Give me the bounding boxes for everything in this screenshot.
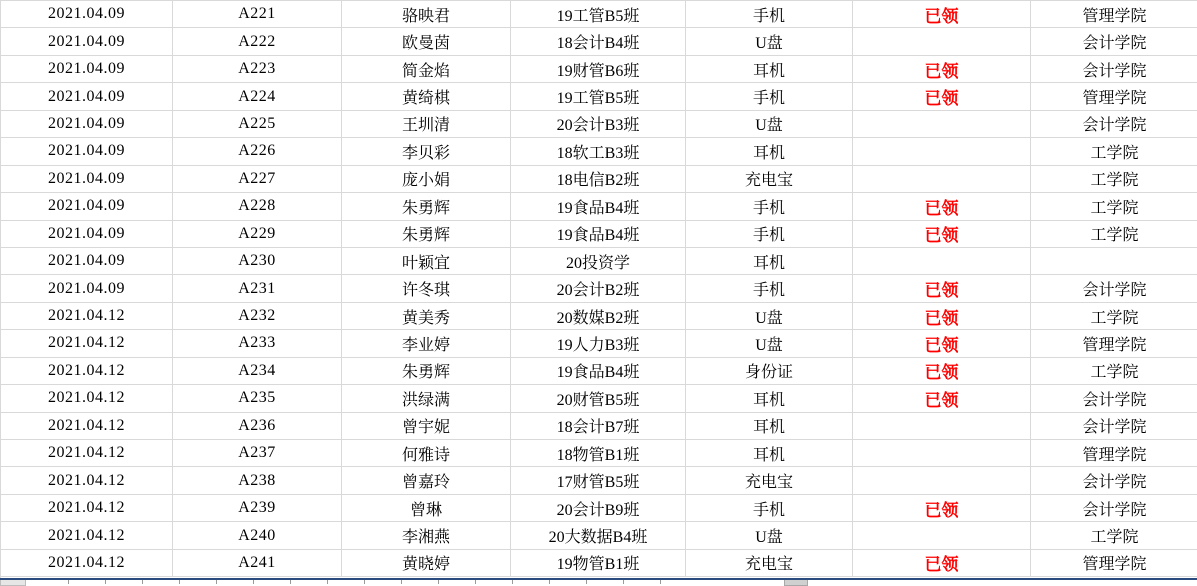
cell-name[interactable]: 李贝彩 (342, 138, 511, 164)
horizontal-scrollbar-thumb[interactable] (784, 580, 808, 586)
table-row (1, 248, 1197, 275)
cell-name[interactable]: 朱勇辉 (342, 358, 511, 384)
cell-status[interactable] (853, 413, 1031, 439)
cell-item[interactable]: 耳机 (686, 413, 853, 439)
cell-college[interactable]: 工学院 (1090, 172, 1139, 190)
cell-class[interactable]: 19工管B5班 (511, 83, 686, 109)
table-row (1, 413, 1197, 440)
cell-status[interactable] (853, 522, 1031, 548)
cell-date[interactable]: 2021.04.09 (1, 111, 173, 137)
table-row (1, 83, 1197, 110)
cell-status[interactable]: 已领 (853, 303, 1031, 329)
cell-id[interactable]: A224 (173, 83, 342, 109)
cell-date[interactable]: 2021.04.12 (1, 440, 173, 466)
table-row (1, 193, 1197, 220)
cell-class[interactable]: 20投资学 (511, 248, 686, 274)
cell-date[interactable]: 2021.04.12 (1, 467, 173, 493)
cell-college[interactable]: 会计学院 (1082, 35, 1147, 53)
cell-item[interactable]: U盘 (686, 303, 853, 329)
cell-class[interactable]: 18会计B4班 (511, 28, 686, 54)
cell-college[interactable]: 会计学院 (1082, 282, 1147, 300)
cell-college[interactable]: 会计学院 (1082, 117, 1147, 135)
cell-status[interactable]: 已领 (853, 193, 1031, 219)
cell-college[interactable]: 会计学院 (1082, 501, 1147, 519)
cell-item[interactable]: U盘 (686, 28, 853, 54)
cell-id[interactable]: A221 (173, 1, 342, 27)
cell-name[interactable]: 朱勇辉 (342, 221, 511, 247)
cell-item[interactable]: U盘 (686, 330, 853, 356)
cell-id[interactable]: A223 (173, 56, 342, 82)
cell-college[interactable] (1031, 248, 1197, 274)
cell-date[interactable]: 2021.04.12 (1, 385, 173, 411)
cell-name[interactable]: 许冬琪 (342, 275, 511, 301)
cell-name[interactable]: 黄晓婷 (342, 550, 511, 576)
cell-item[interactable]: 手机 (686, 275, 853, 301)
cell-date[interactable]: 2021.04.12 (1, 303, 173, 329)
cell-id[interactable]: A237 (173, 440, 342, 466)
cell-college[interactable]: 工学院 (1090, 144, 1139, 162)
cell-name[interactable]: 庞小娟 (342, 166, 511, 192)
cell-college[interactable]: 工学院 (1090, 309, 1139, 327)
cell-class[interactable]: 20会计B3班 (511, 111, 686, 137)
cell-status[interactable] (853, 111, 1031, 137)
cell-date[interactable]: 2021.04.09 (1, 56, 173, 82)
cell-college[interactable]: 工学院 (1090, 364, 1139, 382)
table-row (1, 1, 1197, 28)
cell-class[interactable]: 20数媒B2班 (511, 303, 686, 329)
cell-item[interactable]: 手机 (686, 193, 853, 219)
cell-id[interactable]: A241 (173, 550, 342, 576)
table-row (1, 56, 1197, 83)
cell-item[interactable]: 充电宝 (686, 166, 853, 192)
cell-item[interactable]: 耳机 (686, 138, 853, 164)
cell-class[interactable]: 19物管B1班 (511, 550, 686, 576)
cell-date[interactable]: 2021.04.12 (1, 550, 173, 576)
cell-status[interactable]: 已领 (853, 550, 1031, 576)
cell-item[interactable]: U盘 (686, 522, 853, 548)
cell-item[interactable]: 充电宝 (686, 550, 853, 576)
cell-name[interactable]: 骆映君 (342, 1, 511, 27)
table-row (1, 522, 1197, 549)
cell-name[interactable]: 王圳清 (342, 111, 511, 137)
cell-college[interactable]: 管理学院 (1082, 7, 1147, 25)
cell-class[interactable]: 20会计B9班 (511, 495, 686, 521)
table-row (1, 330, 1197, 357)
cell-date[interactable]: 2021.04.12 (1, 495, 173, 521)
cell-id[interactable]: A240 (173, 522, 342, 548)
cell-id[interactable]: A222 (173, 28, 342, 54)
cell-class[interactable]: 18物管B1班 (511, 440, 686, 466)
cell-id[interactable]: A225 (173, 111, 342, 137)
cell-class[interactable]: 19工管B5班 (511, 1, 686, 27)
cell-status[interactable]: 已领 (853, 275, 1031, 301)
cell-name[interactable]: 叶颖宜 (342, 248, 511, 274)
cell-status[interactable]: 已领 (853, 56, 1031, 82)
cell-college[interactable]: 工学院 (1090, 199, 1139, 217)
table-row (1, 275, 1197, 302)
cell-college[interactable]: 会计学院 (1082, 474, 1147, 492)
cell-college[interactable]: 工学院 (1090, 529, 1139, 547)
cell-item[interactable]: 耳机 (686, 440, 853, 466)
cell-college[interactable]: 工学院 (1090, 227, 1139, 245)
cell-name[interactable]: 朱勇辉 (342, 193, 511, 219)
table-row (1, 111, 1197, 138)
table-row (1, 221, 1197, 248)
cell-id[interactable]: A236 (173, 413, 342, 439)
table-row (1, 358, 1197, 385)
cell-item[interactable]: 手机 (686, 221, 853, 247)
cell-item[interactable]: 手机 (686, 1, 853, 27)
cell-date[interactable]: 2021.04.09 (1, 28, 173, 54)
cell-class[interactable]: 17财管B5班 (511, 467, 686, 493)
cell-status[interactable]: 已领 (853, 385, 1031, 411)
window-bottom-strip (0, 578, 1197, 586)
cell-name[interactable]: 洪绿满 (342, 385, 511, 411)
cell-status[interactable] (853, 138, 1031, 164)
table-row (1, 550, 1197, 577)
cell-date[interactable]: 2021.04.09 (1, 1, 173, 27)
cell-college[interactable]: 会计学院 (1082, 419, 1147, 437)
table-row (1, 467, 1197, 494)
cell-name[interactable]: 曾嘉玲 (342, 467, 511, 493)
cell-college[interactable]: 会计学院 (1082, 62, 1147, 80)
cell-status[interactable] (853, 248, 1031, 274)
cell-name[interactable]: 欧曼茵 (342, 28, 511, 54)
cell-id[interactable]: A228 (173, 193, 342, 219)
cell-class[interactable]: 19人力B3班 (511, 330, 686, 356)
scrollbar-corner (0, 580, 26, 586)
cell-class[interactable]: 20财管B5班 (511, 385, 686, 411)
cell-date[interactable]: 2021.04.12 (1, 358, 173, 384)
cell-item[interactable]: 手机 (686, 83, 853, 109)
cell-date[interactable]: 2021.04.09 (1, 248, 173, 274)
cell-status[interactable] (853, 28, 1031, 54)
cell-date[interactable]: 2021.04.09 (1, 193, 173, 219)
cell-date[interactable]: 2021.04.09 (1, 83, 173, 109)
cell-status[interactable]: 已领 (853, 1, 1031, 27)
cell-id[interactable]: A226 (173, 138, 342, 164)
cell-class[interactable]: 19食品B4班 (511, 193, 686, 219)
cell-date[interactable]: 2021.04.09 (1, 138, 173, 164)
cell-id[interactable]: A229 (173, 221, 342, 247)
cell-class[interactable]: 19财管B6班 (511, 56, 686, 82)
table-row (1, 303, 1197, 330)
cell-class[interactable]: 19食品B4班 (511, 221, 686, 247)
cell-name[interactable]: 曾宇妮 (342, 413, 511, 439)
cell-item[interactable]: 耳机 (686, 385, 853, 411)
cell-name[interactable]: 简金焰 (342, 56, 511, 82)
cell-status[interactable] (853, 467, 1031, 493)
cell-id[interactable]: A233 (173, 330, 342, 356)
cell-date[interactable]: 2021.04.12 (1, 413, 173, 439)
cell-college[interactable]: 管理学院 (1082, 336, 1147, 354)
cell-status[interactable] (853, 440, 1031, 466)
cell-college[interactable]: 管理学院 (1082, 90, 1147, 108)
cell-class[interactable]: 20会计B2班 (511, 275, 686, 301)
cell-college[interactable]: 会计学院 (1082, 391, 1147, 409)
cell-name[interactable]: 黄美秀 (342, 303, 511, 329)
cell-class[interactable]: 18软工B3班 (511, 138, 686, 164)
table-row (1, 495, 1197, 522)
cell-college[interactable]: 管理学院 (1082, 556, 1147, 574)
cell-item[interactable]: 充电宝 (686, 467, 853, 493)
cell-status[interactable]: 已领 (853, 83, 1031, 109)
cell-item[interactable]: 身份证 (686, 358, 853, 384)
cell-status[interactable]: 已领 (853, 330, 1031, 356)
cell-id[interactable]: A239 (173, 495, 342, 521)
cell-status[interactable]: 已领 (853, 221, 1031, 247)
cell-item[interactable]: 耳机 (686, 248, 853, 274)
cell-class[interactable]: 18电信B2班 (511, 166, 686, 192)
table-row (1, 166, 1197, 193)
cell-date[interactable]: 2021.04.09 (1, 166, 173, 192)
cell-date[interactable]: 2021.04.09 (1, 275, 173, 301)
table-row (1, 138, 1197, 165)
cell-status[interactable]: 已领 (853, 358, 1031, 384)
sheet-tab-ticks (32, 580, 662, 584)
table-row (1, 385, 1197, 412)
cell-id[interactable]: A235 (173, 385, 342, 411)
cell-item[interactable]: 手机 (686, 495, 853, 521)
cell-name[interactable]: 何雅诗 (342, 440, 511, 466)
cell-item[interactable]: U盘 (686, 111, 853, 137)
cell-name[interactable]: 黄绮棋 (342, 83, 511, 109)
cell-id[interactable]: A227 (173, 166, 342, 192)
cell-name[interactable]: 李业婷 (342, 330, 511, 356)
table-row (1, 440, 1197, 467)
cell-id[interactable]: A238 (173, 467, 342, 493)
cell-name[interactable]: 李湘燕 (342, 522, 511, 548)
cell-date[interactable]: 2021.04.12 (1, 522, 173, 548)
cell-id[interactable]: A231 (173, 275, 342, 301)
cell-id[interactable]: A230 (173, 248, 342, 274)
cell-date[interactable]: 2021.04.12 (1, 330, 173, 356)
cell-name[interactable]: 曾琳 (342, 495, 511, 521)
cell-class[interactable]: 19食品B4班 (511, 358, 686, 384)
cell-class[interactable]: 20大数据B4班 (511, 522, 686, 548)
table-row (1, 28, 1197, 55)
cell-status[interactable]: 已领 (853, 495, 1031, 521)
cell-item[interactable]: 耳机 (686, 56, 853, 82)
cell-date[interactable]: 2021.04.09 (1, 221, 173, 247)
cell-college[interactable]: 管理学院 (1082, 446, 1147, 464)
cell-id[interactable]: A232 (173, 303, 342, 329)
cell-class[interactable]: 18会计B7班 (511, 413, 686, 439)
cell-status[interactable] (853, 166, 1031, 192)
cell-id[interactable]: A234 (173, 358, 342, 384)
